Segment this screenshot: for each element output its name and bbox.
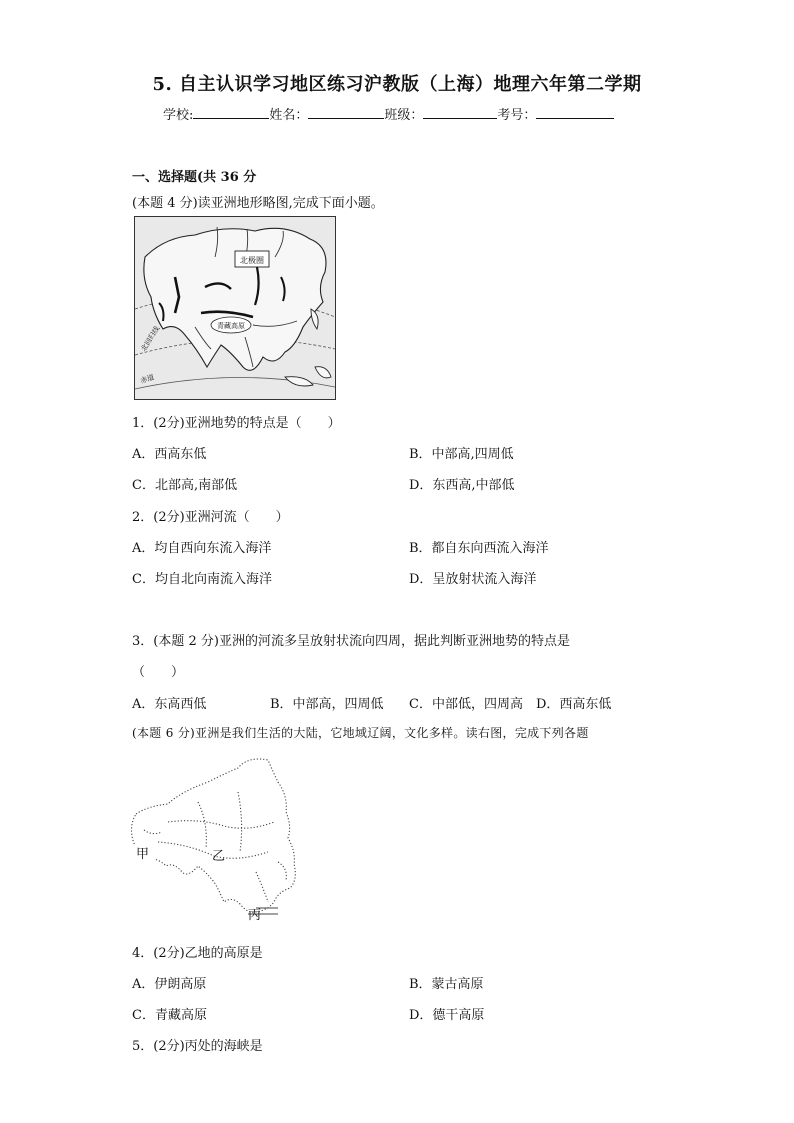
q3-option-d[interactable]: D．西高东低 [536, 697, 612, 712]
asia-dotted-svg [128, 752, 304, 922]
exam-no-blank[interactable] [536, 104, 614, 119]
plateau-label: 青藏高原 [217, 322, 245, 330]
question-3-paren: （ ） [132, 665, 185, 680]
equator-label: 赤道 [139, 373, 156, 386]
asia-dotted-outline [132, 759, 296, 912]
dotted-inner-line-5 [144, 830, 162, 834]
page-title: 5. 自主认识学习地区练习沪教版（上海）地理六年第二学期 [152, 74, 642, 95]
arctic-circle-label: 北极圈 [240, 256, 264, 265]
section-heading: 一、选择题(共 36 分 [132, 170, 257, 185]
q4-option-b[interactable]: B．蒙古高原 [409, 977, 484, 992]
school-blank[interactable] [193, 104, 269, 119]
q2-option-d[interactable]: D．呈放射状流入海洋 [409, 572, 537, 587]
q1-option-c[interactable]: C．北部高,南部低 [132, 478, 238, 493]
dotted-inner-line-6 [256, 872, 268, 902]
q4-option-a[interactable]: A．伊朗高原 [132, 977, 207, 992]
student-info-row [163, 104, 614, 123]
dotted-inner-line-7 [278, 862, 286, 880]
q1-option-a[interactable]: A．西高东低 [132, 447, 207, 462]
dotted-inner-line-3 [198, 802, 206, 848]
q2-option-a[interactable]: A．均自西向东流入海洋 [132, 541, 272, 556]
asia-dotted-map [128, 752, 304, 922]
school-label: 学校: [163, 108, 194, 123]
asia-outline [144, 228, 326, 370]
q3-option-a[interactable]: A．东高西低 [132, 697, 207, 712]
group1-intro: (本题 4 分)读亚洲地形略图,完成下面小题。 [132, 196, 384, 211]
q3-option-c[interactable]: C．中部低，四周高 [409, 697, 523, 712]
name-blank[interactable] [308, 104, 384, 119]
q1-option-b[interactable]: B．中部高,四周低 [409, 447, 514, 462]
asia-terrain-map [134, 216, 336, 400]
q2-option-b[interactable]: B．都自东向西流入海洋 [409, 541, 549, 556]
tropic-label: 北回归线 [139, 324, 162, 353]
question-2-stem: 2．(2分)亚洲河流（ ） [132, 510, 289, 525]
question-5-stem: 5．(2分)丙处的海峡是 [132, 1039, 263, 1054]
question-3-stem: 3．(本题 2 分)亚洲的河流多呈放射状流向四周，据此判断亚洲地势的特点是 [132, 634, 570, 649]
yi-label: 乙 [212, 849, 226, 864]
class-label: 班级： [384, 108, 424, 123]
q3-option-b[interactable]: B．中部高，四周低 [270, 697, 384, 712]
asia-terrain-svg [135, 217, 335, 399]
japan-islands [311, 309, 318, 329]
southeast-islands [285, 377, 313, 386]
group2-intro: (本题 6 分)亚洲是我们生活的大陆，它地域辽阔，文化多样。读右图，完成下列各题 [132, 726, 589, 740]
q4-option-c[interactable]: C．青藏高原 [132, 1008, 207, 1023]
jia-label: 甲 [136, 847, 150, 862]
dotted-inner-line-1 [168, 821, 274, 829]
question-4-stem: 4．(2分)乙地的高原是 [132, 946, 263, 961]
q4-option-d[interactable]: D．德干高原 [409, 1008, 485, 1023]
class-blank[interactable] [423, 104, 497, 119]
bing-label: 丙 [248, 908, 262, 922]
dotted-inner-line-4 [238, 792, 242, 852]
name-label: 姓名： [269, 108, 309, 123]
philippine-islands [315, 367, 331, 378]
question-1-stem: 1．(2分)亚洲地势的特点是（ ） [132, 416, 341, 431]
q2-option-c[interactable]: C．均自北向南流入海洋 [132, 572, 272, 587]
q1-option-d[interactable]: D．东西高,中部低 [409, 478, 515, 493]
exam-no-label: 考号： [497, 108, 537, 123]
